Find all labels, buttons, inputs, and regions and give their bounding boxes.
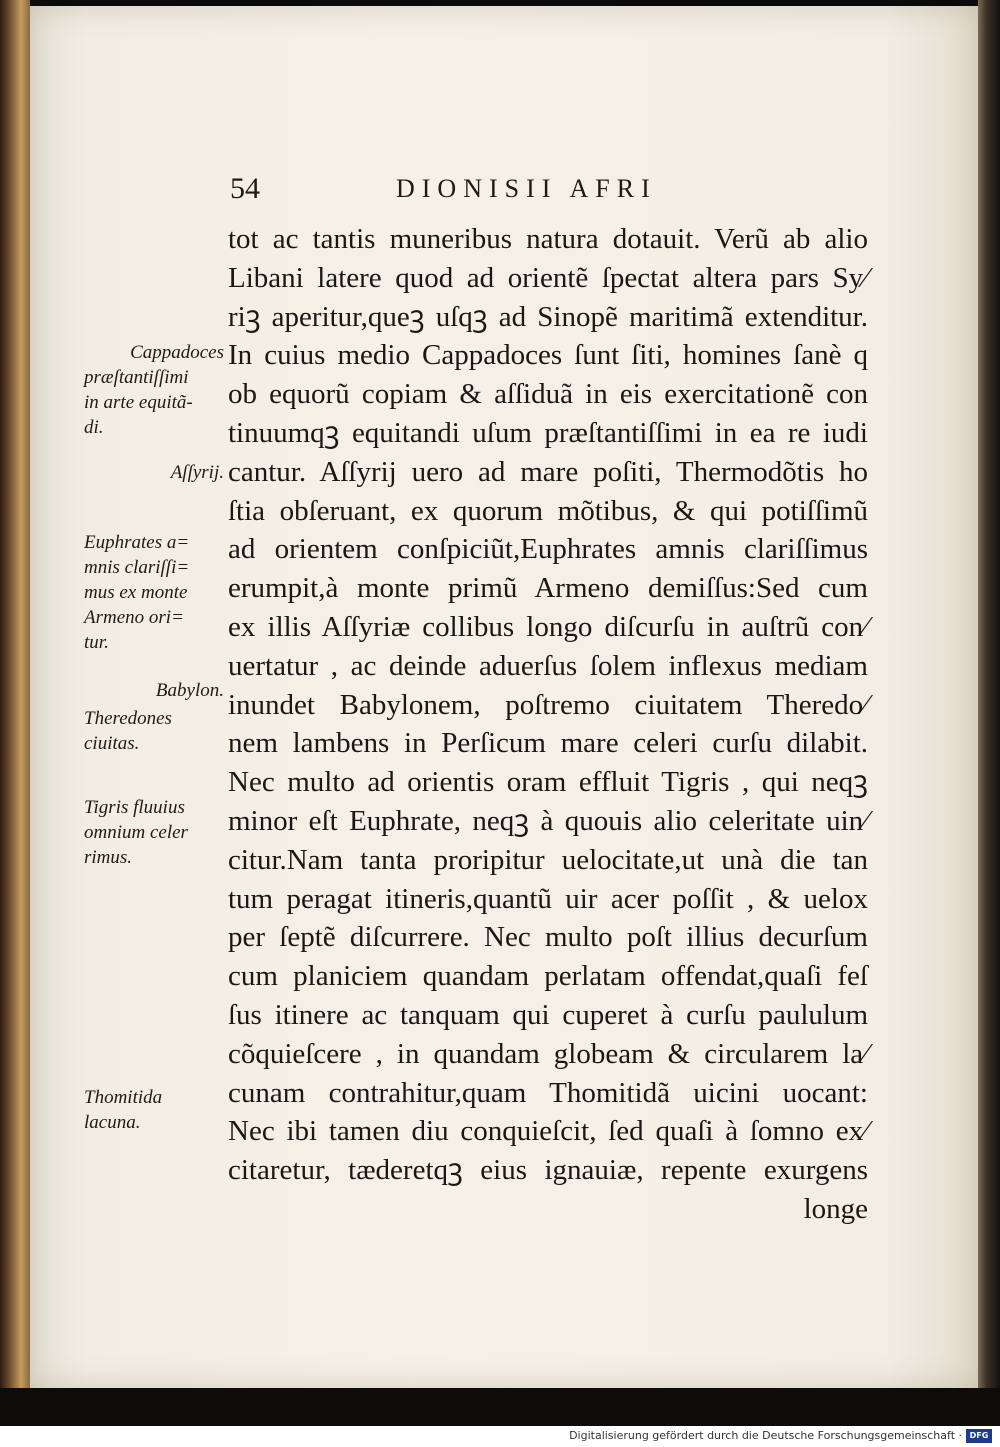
text-line: Nec ibi tamen diu conquieſcit, ſed quaſi à ſomno ex⁄ xyxy=(228,1115,868,1148)
text-line: ad orientem conſpiciũt,Euphrates amnis clariſſimus xyxy=(228,533,868,566)
margin-note-line: Tigris fluuius xyxy=(84,797,185,818)
page-right-edge xyxy=(978,0,1000,1395)
text-line: tum peragat itineris,quantũ uir acer poſſit , & uelox xyxy=(228,882,868,915)
text-line: erumpit,à monte primũ Armeno demiſſus:Sed cum xyxy=(228,572,868,605)
margin-note-babylon xyxy=(84,678,224,703)
scan-bottom-border xyxy=(0,1388,1000,1426)
margin-note-line: rimus. xyxy=(84,847,133,868)
margin-note-line: omnium celer xyxy=(84,822,188,843)
text-line: citaretur, tæderetqꝫ eius ignauiæ, repente exurgens xyxy=(228,1154,868,1187)
text-line: uertatur , ac deinde aduerſus ſolem inflexus mediam xyxy=(228,649,868,682)
text-line: ob equorũ copiam & aſſiduã in eis exercitationẽ con xyxy=(228,378,868,411)
footer-credit: Digitalisierung gefördert durch die Deutsche Forschungsgemeinschaft · xyxy=(569,1429,962,1442)
margin-note-line: mus ex monte xyxy=(84,582,188,603)
margin-note-line: Theredones xyxy=(84,708,172,729)
text-line: per ſeptẽ diſcurrere. Nec multo poſt illius decurſum xyxy=(228,921,868,954)
book-spine-edge xyxy=(0,0,30,1390)
text-line: cantur. Aſſyrij uero ad mare poſiti, Thermodõtis ho xyxy=(228,455,868,488)
margin-note-line: ciuitas. xyxy=(84,733,140,754)
main-text-block xyxy=(228,220,868,1229)
margin-note-theredones xyxy=(84,706,224,756)
text-line: nem lambens in Perſicum mare celeri curſu dilabit. xyxy=(228,727,868,760)
text-line: ex illis Aſſyriæ collibus longo diſcurſu in auſtrũ con⁄ xyxy=(228,610,868,643)
running-title: DIONISII AFRI xyxy=(396,174,657,203)
text-line: minor eſt Euphrate, neqꝫ à quouis alio celeritate uin⁄ xyxy=(228,804,868,837)
margin-note-line: Aſſyrij. xyxy=(170,462,224,483)
margin-note-line: mnis clariſſi= xyxy=(84,557,190,578)
text-line: cõquieſcere , in quandam globeam & circularem la⁄ xyxy=(228,1037,868,1070)
catchword: longe xyxy=(803,1192,868,1225)
margin-note-line: tur. xyxy=(84,632,109,653)
margin-note-tigris xyxy=(84,795,224,870)
text-line: Nec multo ad orientis oram effluit Tigris , qui neqꝫ xyxy=(228,766,868,799)
margin-note-thomitida xyxy=(84,1085,224,1135)
margin-note-line: Armeno ori= xyxy=(84,607,184,628)
margin-note-line: præſtantiſſimi xyxy=(84,367,189,388)
text-line: tot ac tantis muneribus natura dotauit. Verũ ab alio xyxy=(228,223,868,255)
text-line: ſtia obſeruant, ex quorum mõtibus, & qui potiſſimũ xyxy=(228,494,868,527)
text-line: inundet Babylonem, poſtremo ciuitatem Theredo⁄ xyxy=(228,688,868,721)
margin-note-line: in arte equitã- xyxy=(84,392,193,413)
margin-note-cappadoces xyxy=(84,340,224,440)
text-line: In cuius medio Cappadoces ſunt ſiti, homines ſanè q xyxy=(228,339,868,372)
margin-note-line: Babylon. xyxy=(155,680,224,701)
margin-note-line: Cappadoces xyxy=(130,342,224,363)
margin-note-line: Euphrates a= xyxy=(84,532,190,553)
text-line: Libani latere quod ad orientẽ ſpectat altera pars Sy⁄ xyxy=(228,261,868,294)
margin-note-line: lacuna. xyxy=(84,1112,141,1133)
text-line: citur.Nam tanta proripitur uelocitate,ut unà die tan xyxy=(228,843,868,876)
margin-note-line: di. xyxy=(84,417,104,438)
text-line: ſus itinere ac tanquam qui cuperet à curſu paululum xyxy=(228,998,868,1031)
text-line: cunam contrahitur,quam Thomitidã uicini uocant: xyxy=(228,1076,868,1109)
text-line: riꝫ aperitur,queꝫ uſqꝫ ad Sinopẽ maritimã extenditur. xyxy=(228,300,868,333)
margin-note-line: Thomitida xyxy=(84,1087,163,1108)
margin-note-euphrates xyxy=(84,530,224,655)
text-line: cum planiciem quandam perlatam offendat,quaſi feſ xyxy=(228,960,868,993)
dfg-logo-icon: DFG xyxy=(966,1429,992,1443)
margin-note-assyrij xyxy=(84,460,224,485)
digitization-footer xyxy=(0,1426,1000,1447)
page-number: 54 xyxy=(230,172,260,205)
text-line: tinuumqꝫ equitandi uſum præſtantiſſimi in ea re iudi xyxy=(228,416,868,449)
page-header xyxy=(226,172,866,212)
